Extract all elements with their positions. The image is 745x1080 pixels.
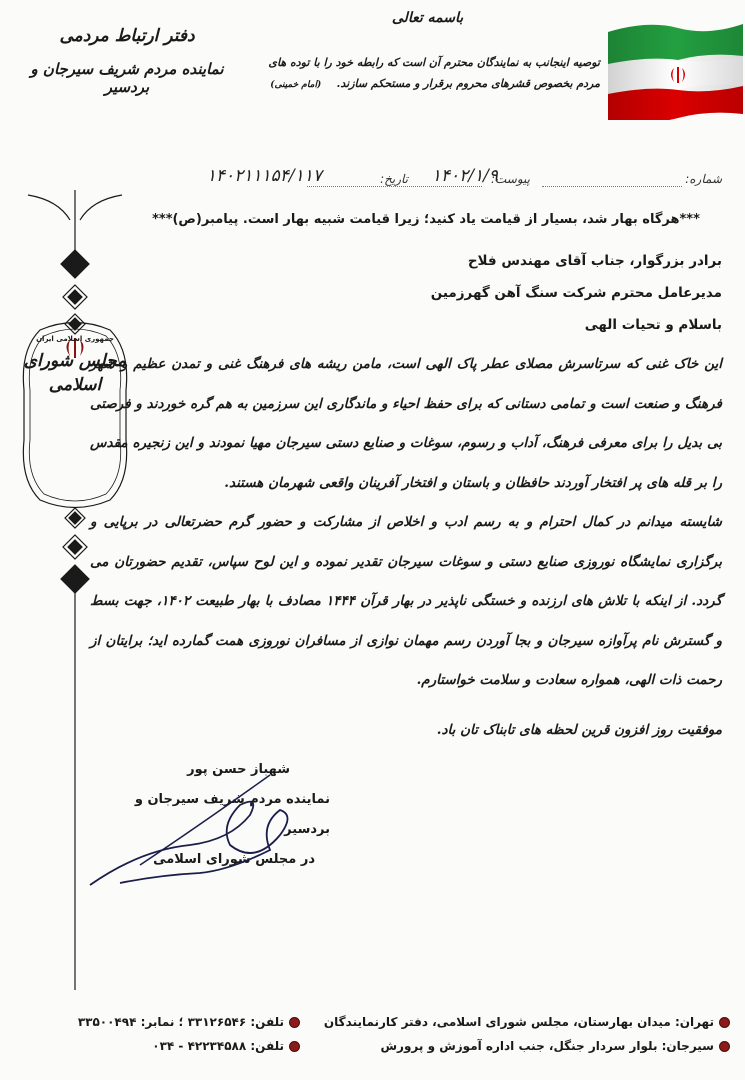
signer-title-2: در مجلس شورای اسلامی <box>153 852 315 867</box>
number-value: ۱۴۰۲۱۱۱۵۴/۱۱۷ <box>206 166 322 186</box>
signer-title-1: نماینده مردم شریف سیرجان و بردسیر <box>134 792 330 837</box>
emblem-institution: مجلس شورای اسلامی <box>23 351 127 395</box>
basmala: باسمه تعالی <box>391 10 464 26</box>
signer-name: شهباز حسن پور <box>187 762 290 777</box>
representative-line: نماینده مردم شریف سیرجان و بردسیر <box>30 60 224 96</box>
handwritten-body <box>90 345 722 750</box>
quote-line-1: توصیه اینجانب به نمایندگان محترم آن است که رابطه خود را با توده های <box>268 56 600 69</box>
paragraph-1: این خاک غنی که سرتاسرش مصلای عطر پاک الهی است، مامن ریشه های فرهنگ غنی و تمدن عظیم و شهر فرهنگ و صنعت است و تمامی دستانی که برای حفظ احیاء و ماندگاری این سرزمین به هم گره خوردند و فرصتی بی بدیل را برای معرفی فرهنگ، آداب و رسوم، سوغات و صنایع دستی سیرجان مهیا نمودند و این زنجیره مقدس را بر قله های پر افتخار آوردند حافظان و باستان و افتخار آفرینان واقعی شهرمان هستند. <box>90 356 722 491</box>
letter-body <box>90 212 722 750</box>
sirjan-phone: تلفن: ۴۲۲۳۴۵۸۸ - ۰۳۴ <box>152 1039 300 1053</box>
letter-meta <box>150 166 722 194</box>
salutation: برادر بزرگوار، جناب آقای مهندس فلاح <box>467 253 722 269</box>
office-header <box>22 26 232 96</box>
closing-wish: موفقیت روز افزون قرین لحظه های تابناک تان باد. <box>436 721 722 738</box>
greeting: باسلام و تحیات الهی <box>584 317 722 333</box>
emblem-country: جمهوری اسلامی ایران <box>36 335 114 343</box>
quote-line-2: مردم بخصوص قشرهای محروم برقرار و مستحکم سازند. <box>336 77 600 90</box>
header-quote-block <box>255 10 600 96</box>
recipient: مدیرعامل محترم شرکت سنگ آهن گهرزمین <box>430 285 722 301</box>
office-title: دفتر ارتباط مردمی <box>59 26 195 46</box>
footer-contacts <box>30 1015 730 1063</box>
date-value: ۱۴۰۲/۱/۹ <box>431 166 498 186</box>
paragraph-2: شایسته میدانم در کمال احترام و به رسم ادب و اخلاص از مشارکت و حضور گرم حضرتعالی در برپایی و برگزاری نمایشگاه نوروزی صنایع دستی و سوغات سیرجان تقدیر نموده و این لوح سپاس، تقدیم حضورتان می گردد. از اینکه با تلاش های ارزنده و خستگی ناپذیر در بهار قرآن ۱۴۴۴ مصادف با بهار طبیعت ۱۴۰۲، جهت بسط و گسترش نام پرآوازه سیرجان و بجا آوردن رسم مهمان نوازی از مسافران نوروزی همت گمارده اید؛ برایتان از رحمت ذات الهی، همواره سعادت و سلامت خواستارم. <box>90 514 723 688</box>
attachment-label: پیوست: <box>490 172 530 186</box>
sirjan-address: سیرجان: بلوار سردار جنگل، جنب اداره آموزش و پرورش <box>381 1039 731 1053</box>
bullet-icon <box>719 1041 730 1052</box>
tehran-address: تهران: میدان بهارستان، مجلس شورای اسلامی، دفتر کارنمایندگان <box>324 1015 730 1029</box>
bullet-icon <box>289 1041 300 1052</box>
bullet-icon <box>719 1017 730 1028</box>
quote-source: (امام خمینی) <box>270 80 322 90</box>
tehran-phone: تلفن: ۳۳۱۲۶۵۴۶ ؛ نمابر: ۳۳۵۰۰۴۹۴ <box>78 1015 300 1029</box>
signature-block <box>90 755 330 875</box>
iran-flag-icon <box>608 12 743 120</box>
signature-scribble-icon <box>80 755 320 895</box>
bullet-icon <box>289 1017 300 1028</box>
number-label: شماره: <box>685 172 722 186</box>
hadith-line: ***هرگاه بهار شد، بسیار از قیامت یاد کنید؛ زیرا قیامت شبیه بهار است. پیامبر(ص)*** <box>152 212 700 227</box>
date-label: تاریخ: <box>380 172 408 186</box>
